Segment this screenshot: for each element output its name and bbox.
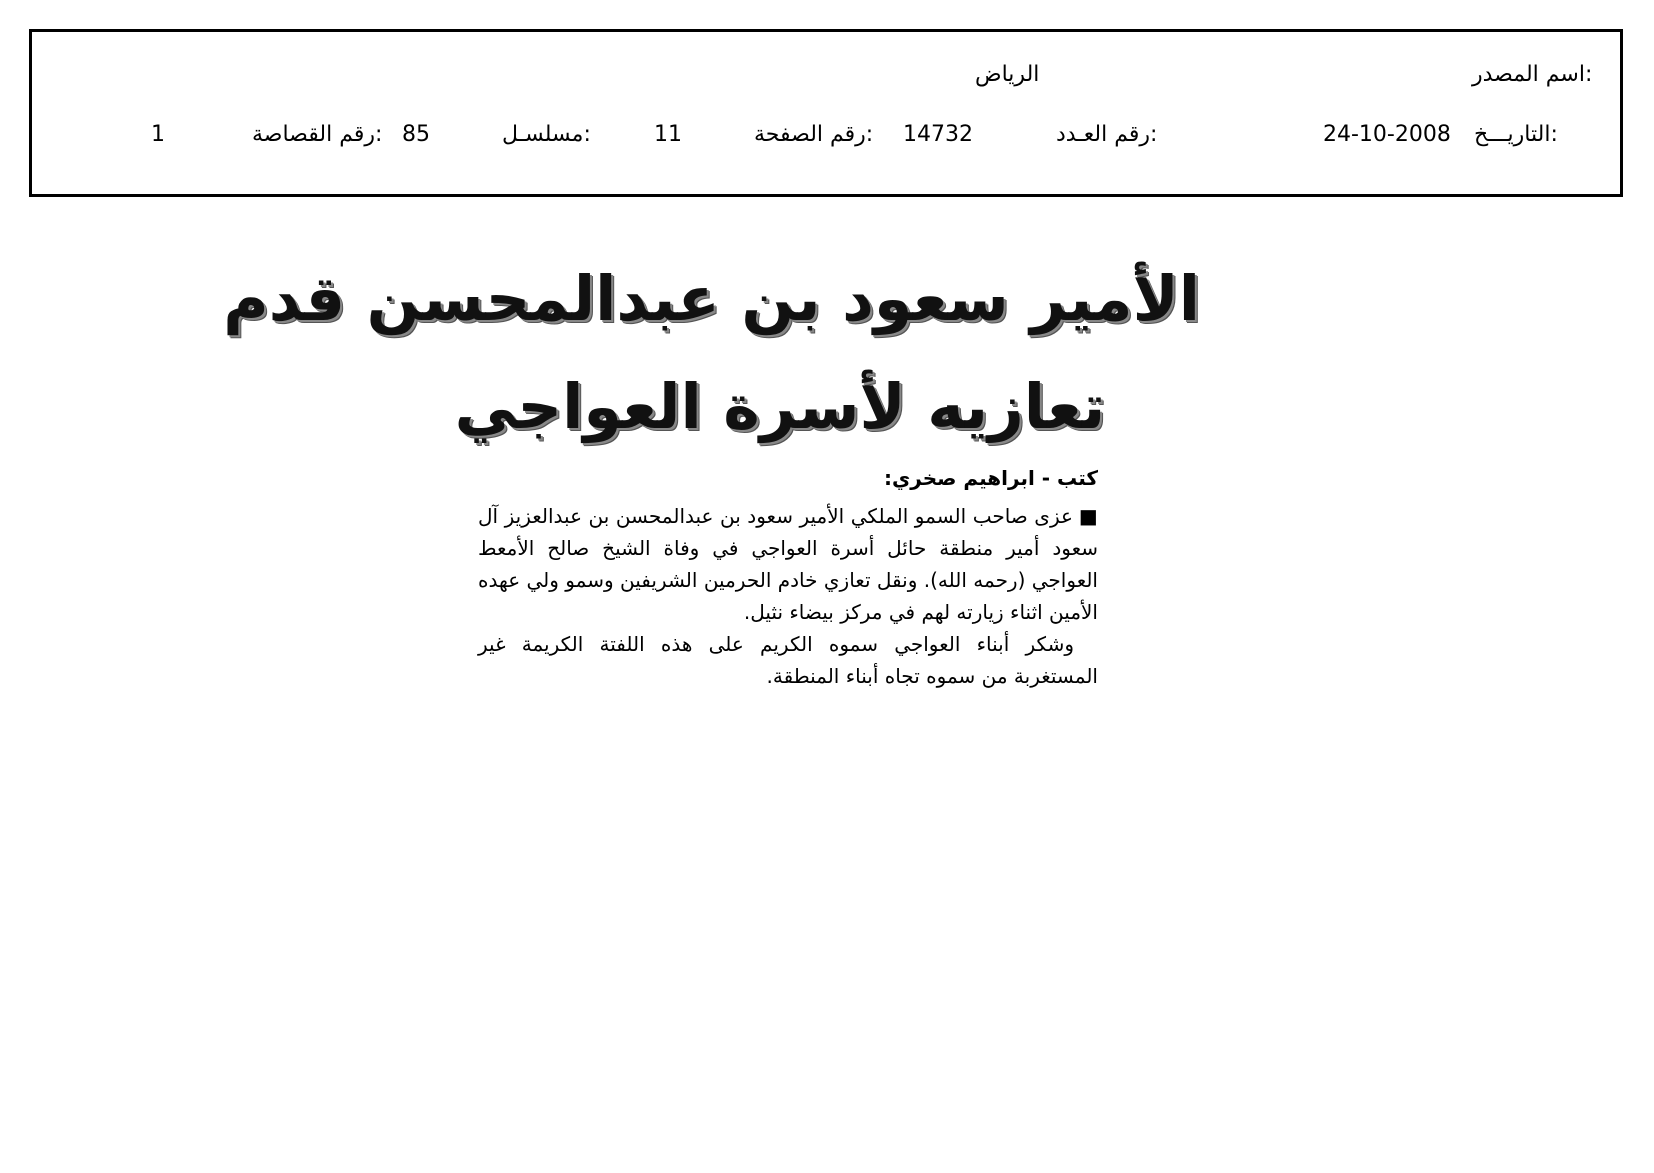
- article-paragraph-1: [478, 500, 1098, 628]
- date-label: التاريـــخ:: [1474, 122, 1558, 147]
- article-paragraph-1-text: عزى صاحب السمو الملكي الأمير سعود بن عبدالمحسن بن عبدالعزيز آل سعود أمير منطقة حائل أسرة العواجي في وفاة الشيخ صالح الأمعط العواجي (رحمه الله). ونقل تعازي خادم الحرمين الشريفين وسمو ولي عهده الأمين اثناء زيارته لهم في مركز بيضاء نثيل.: [478, 504, 1098, 624]
- issue-label: رقم العـدد:: [1056, 122, 1158, 147]
- source-value: الرياض: [975, 62, 1040, 87]
- clipping-number-value: 1: [151, 122, 165, 147]
- source-label: اسم المصدر:: [1472, 62, 1593, 87]
- serial-label: مسلسـل:: [502, 122, 591, 147]
- date-value: 24-10-2008: [1323, 122, 1451, 147]
- page-number-value: 11: [654, 122, 682, 147]
- article-byline: كتب - ابراهيم صخري:: [883, 466, 1098, 490]
- clipping-number-label: رقم القصاصة:: [252, 122, 383, 147]
- article-paragraph-2: وشكر أبناء العواجي سموه الكريم على هذه اللفتة الكريمة غير المستغربة من سموه تجاه أبناء المنطقة.: [478, 632, 1098, 688]
- bullet-icon: ■: [1078, 504, 1098, 528]
- article-headline-line2: تعازيه لأسرة العواجي: [454, 370, 1106, 443]
- page-number-label: رقم الصفحة:: [754, 122, 874, 147]
- article-body: [478, 500, 1098, 692]
- issue-value: 14732: [903, 122, 973, 147]
- clipping-header-box: [29, 29, 1623, 197]
- article-headline-line1: الأمير سعود بن عبدالمحسن قدم: [223, 262, 1200, 335]
- serial-value: 85: [402, 122, 430, 147]
